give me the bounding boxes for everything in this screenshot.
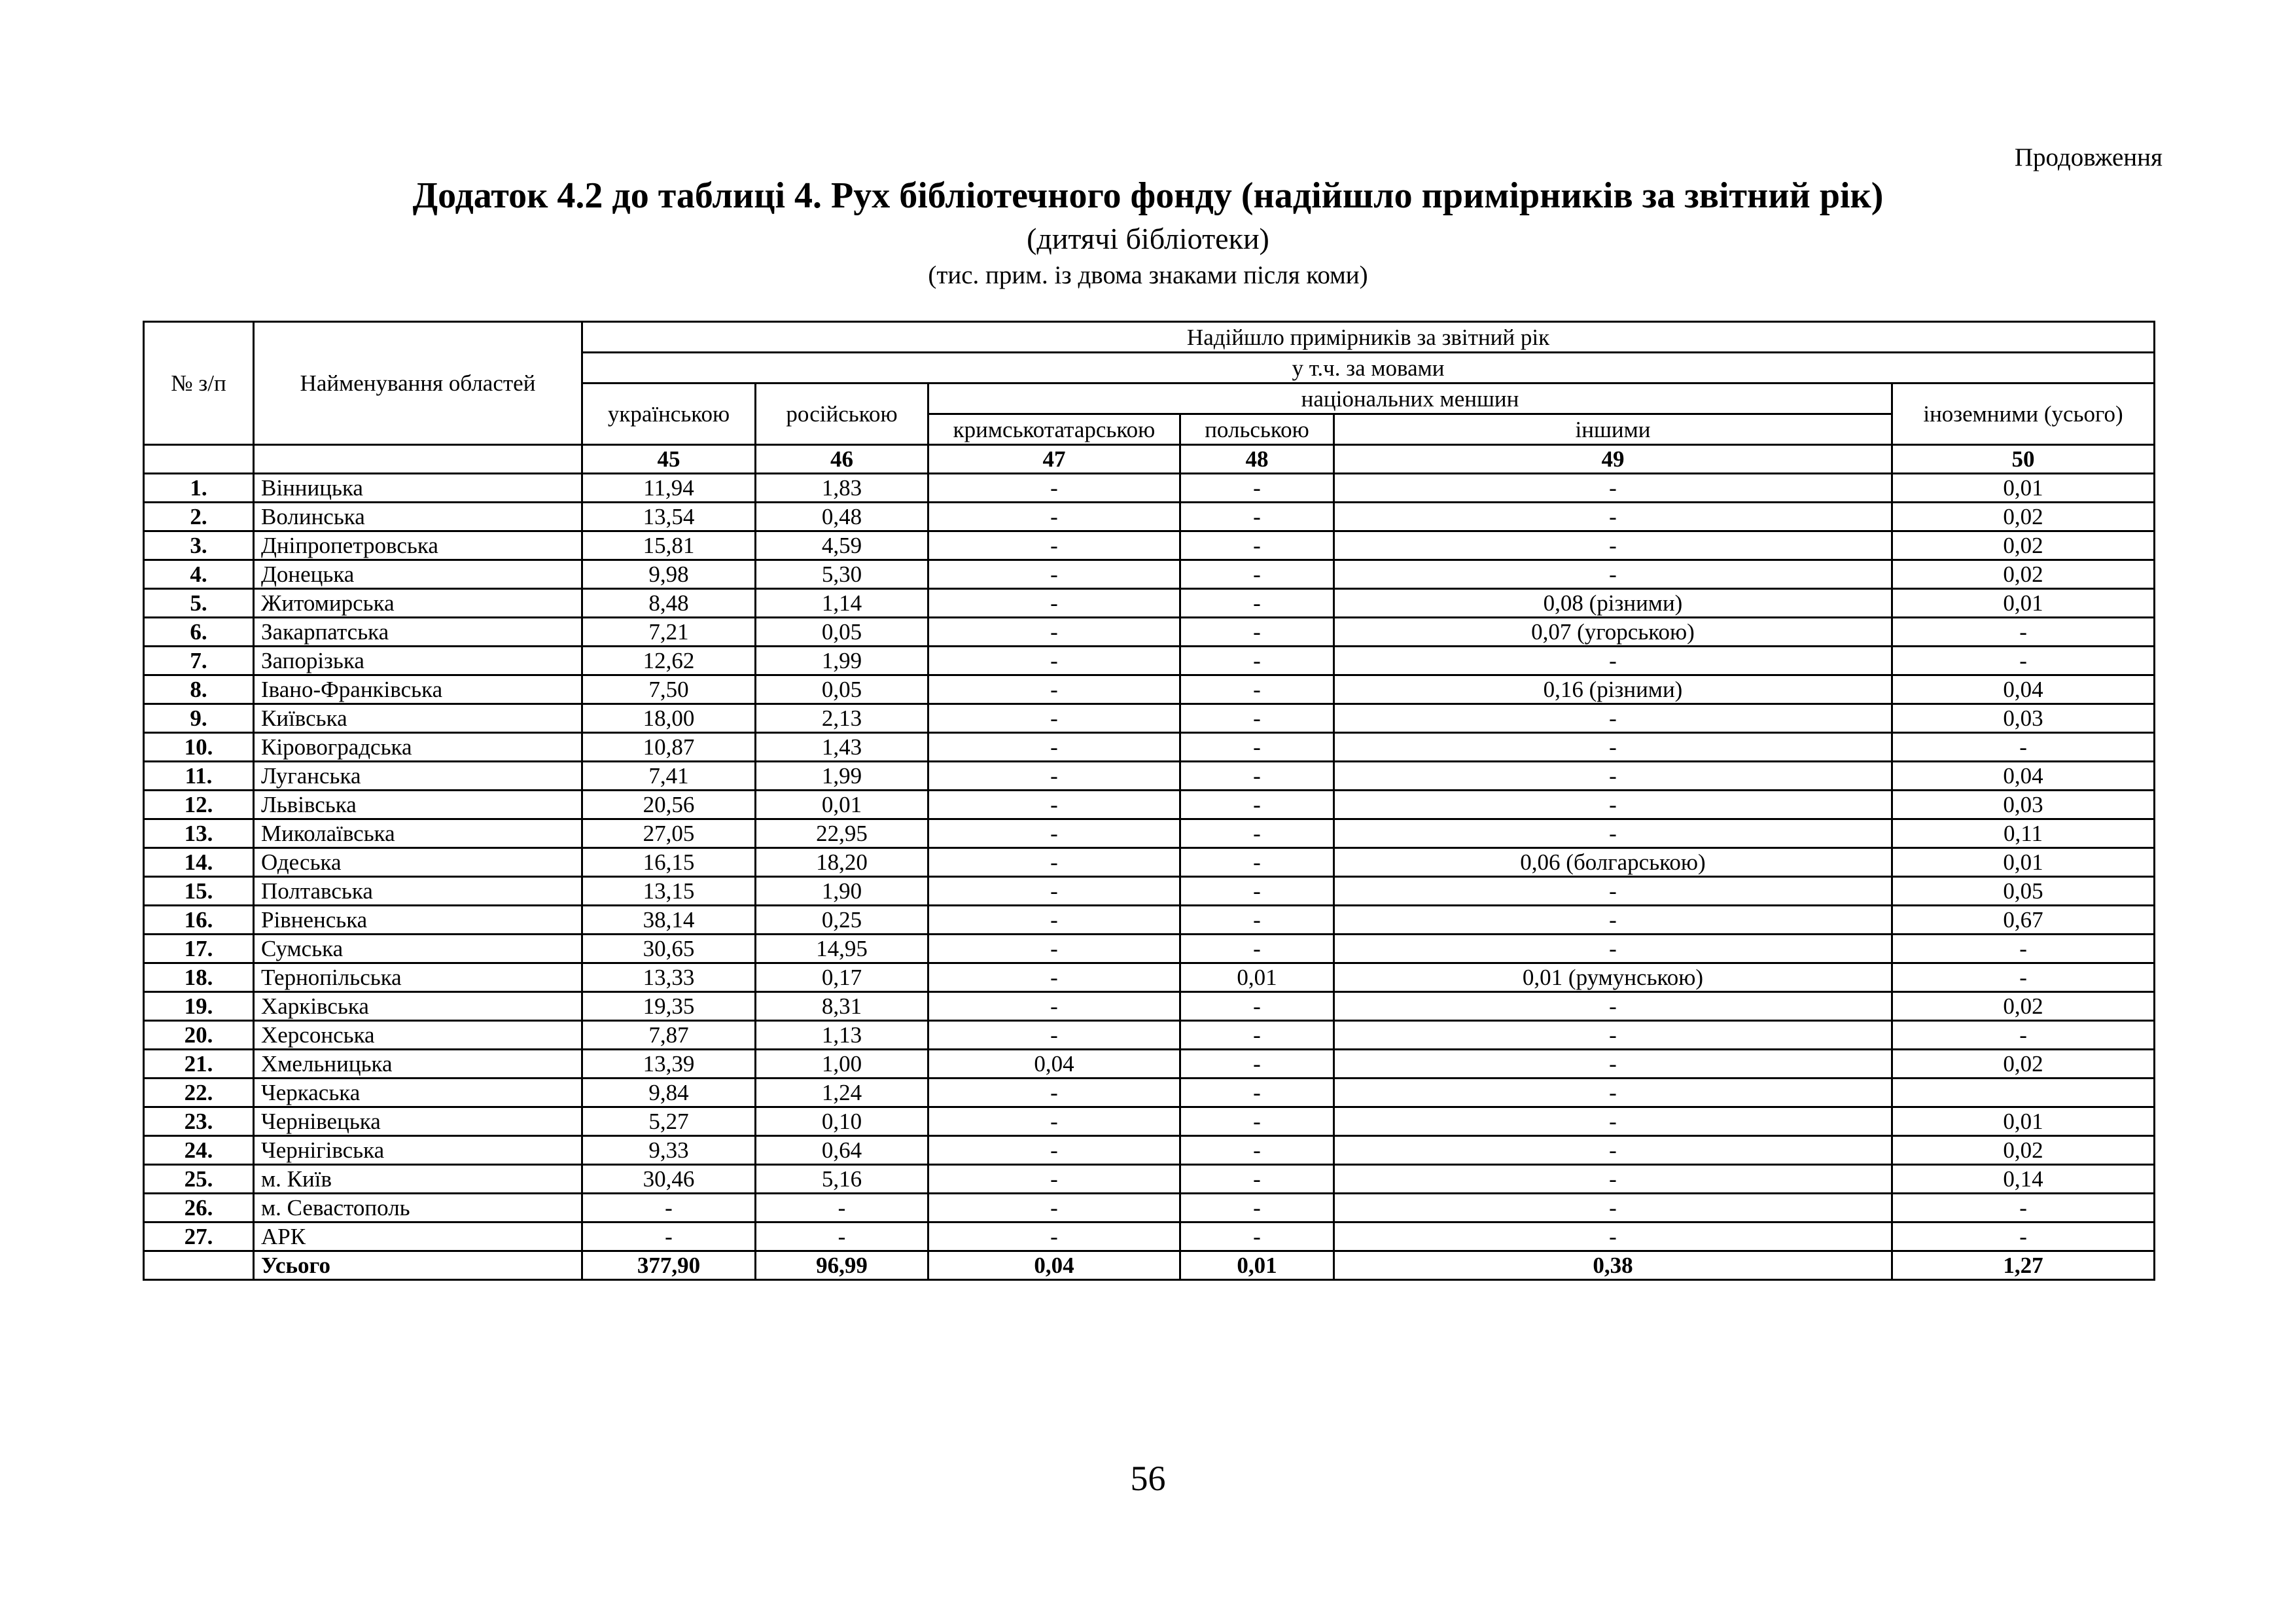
- foreign-value: 0,67: [1892, 906, 2155, 935]
- crimean-tatar-value: -: [928, 906, 1180, 935]
- russian-value: 8,31: [756, 992, 928, 1021]
- polish-value: -: [1180, 935, 1334, 963]
- region-name: Донецька: [254, 560, 582, 589]
- russian-value: 1,43: [756, 733, 928, 762]
- russian-value: -: [756, 1222, 928, 1251]
- units-note: (тис. прим. із двома знаками після коми): [928, 261, 1368, 289]
- polish-value: -: [1180, 474, 1334, 503]
- crimean-tatar-value: -: [928, 791, 1180, 819]
- others-value: 0,06 (болгарською): [1334, 848, 1892, 877]
- table-row: [144, 791, 2155, 819]
- table-row: [144, 1050, 2155, 1079]
- others-value: -: [1334, 733, 1892, 762]
- table-body: [144, 474, 2155, 1280]
- header-name: Найменування областей: [254, 322, 582, 445]
- row-number: 11.: [144, 762, 254, 791]
- header-by-language: у т.ч. за мовами: [582, 353, 2155, 383]
- russian-value: 0,05: [756, 618, 928, 647]
- continuation-label: Продовження: [2014, 143, 2163, 171]
- region-name: Чернігівська: [254, 1136, 582, 1165]
- others-value: 0,08 (різними): [1334, 589, 1892, 618]
- row-number: 27.: [144, 1222, 254, 1251]
- russian-value: 2,13: [756, 704, 928, 733]
- foreign-value: -: [1892, 1222, 2155, 1251]
- foreign-value: 0,02: [1892, 1050, 2155, 1079]
- row-number: 7.: [144, 647, 254, 675]
- header-blank-name: [254, 445, 582, 474]
- row-number: 21.: [144, 1050, 254, 1079]
- foreign-value: -: [1892, 647, 2155, 675]
- russian-value: 1,83: [756, 474, 928, 503]
- table-row: [144, 877, 2155, 906]
- polish-value: -: [1180, 589, 1334, 618]
- total-crimean-tatar: 0,04: [928, 1251, 1180, 1280]
- region-name: Сумська: [254, 935, 582, 963]
- ukrainian-value: 38,14: [582, 906, 756, 935]
- ukrainian-value: 8,48: [582, 589, 756, 618]
- region-name: Черкаська: [254, 1079, 582, 1107]
- polish-value: -: [1180, 1222, 1334, 1251]
- russian-value: -: [756, 1194, 928, 1222]
- crimean-tatar-value: 0,04: [928, 1050, 1180, 1079]
- header-polish: польською: [1180, 414, 1334, 445]
- others-value: -: [1334, 531, 1892, 560]
- polish-value: -: [1180, 906, 1334, 935]
- polish-value: -: [1180, 1079, 1334, 1107]
- column-number: 47: [928, 445, 1180, 474]
- region-name: Херсонська: [254, 1021, 582, 1050]
- crimean-tatar-value: -: [928, 935, 1180, 963]
- others-value: -: [1334, 877, 1892, 906]
- ukrainian-value: 19,35: [582, 992, 756, 1021]
- russian-value: 22,95: [756, 819, 928, 848]
- foreign-value: 0,02: [1892, 560, 2155, 589]
- ukrainian-value: 13,39: [582, 1050, 756, 1079]
- foreign-value: 0,05: [1892, 877, 2155, 906]
- crimean-tatar-value: -: [928, 503, 1180, 531]
- foreign-value: -: [1892, 1194, 2155, 1222]
- foreign-value: 0,01: [1892, 589, 2155, 618]
- crimean-tatar-value: -: [928, 819, 1180, 848]
- ukrainian-value: 13,33: [582, 963, 756, 992]
- region-name: Одеська: [254, 848, 582, 877]
- ukrainian-value: 5,27: [582, 1107, 756, 1136]
- row-number: 8.: [144, 675, 254, 704]
- polish-value: -: [1180, 647, 1334, 675]
- russian-value: 0,01: [756, 791, 928, 819]
- russian-value: 1,13: [756, 1021, 928, 1050]
- russian-value: 1,24: [756, 1079, 928, 1107]
- header-no: № з/п: [144, 322, 254, 445]
- ukrainian-value: 7,41: [582, 762, 756, 791]
- others-value: -: [1334, 935, 1892, 963]
- library-fund-table: [143, 321, 2155, 1281]
- row-number: 6.: [144, 618, 254, 647]
- header-blank-no: [144, 445, 254, 474]
- russian-value: 4,59: [756, 531, 928, 560]
- row-number: 1.: [144, 474, 254, 503]
- region-name: Тернопільська: [254, 963, 582, 992]
- others-value: -: [1334, 560, 1892, 589]
- russian-value: 1,00: [756, 1050, 928, 1079]
- ukrainian-value: 30,46: [582, 1165, 756, 1194]
- header-russian: російською: [756, 383, 928, 445]
- russian-value: 0,05: [756, 675, 928, 704]
- region-name: Чернівецька: [254, 1107, 582, 1136]
- region-name: АРК: [254, 1222, 582, 1251]
- row-number: 4.: [144, 560, 254, 589]
- table-row: [144, 474, 2155, 503]
- ukrainian-value: -: [582, 1194, 756, 1222]
- others-value: -: [1334, 906, 1892, 935]
- foreign-value: 0,04: [1892, 675, 2155, 704]
- total-others: 0,38: [1334, 1251, 1892, 1280]
- russian-value: 1,99: [756, 762, 928, 791]
- polish-value: -: [1180, 1050, 1334, 1079]
- polish-value: -: [1180, 733, 1334, 762]
- crimean-tatar-value: -: [928, 560, 1180, 589]
- table-row: [144, 819, 2155, 848]
- russian-value: 0,10: [756, 1107, 928, 1136]
- russian-value: 0,17: [756, 963, 928, 992]
- region-name: Запорізька: [254, 647, 582, 675]
- polish-value: -: [1180, 503, 1334, 531]
- region-name: Полтавська: [254, 877, 582, 906]
- ukrainian-value: 9,84: [582, 1079, 756, 1107]
- crimean-tatar-value: -: [928, 704, 1180, 733]
- russian-value: 1,90: [756, 877, 928, 906]
- polish-value: -: [1180, 531, 1334, 560]
- polish-value: -: [1180, 1165, 1334, 1194]
- others-value: -: [1334, 1021, 1892, 1050]
- foreign-value: 0,11: [1892, 819, 2155, 848]
- foreign-value: -: [1892, 935, 2155, 963]
- region-name: Миколаївська: [254, 819, 582, 848]
- russian-value: 0,25: [756, 906, 928, 935]
- region-name: Київська: [254, 704, 582, 733]
- polish-value: -: [1180, 1136, 1334, 1165]
- table-row: [144, 1107, 2155, 1136]
- others-value: -: [1334, 647, 1892, 675]
- row-number: 22.: [144, 1079, 254, 1107]
- table-row: [144, 647, 2155, 675]
- polish-value: -: [1180, 560, 1334, 589]
- polish-value: -: [1180, 992, 1334, 1021]
- foreign-value: 0,14: [1892, 1165, 2155, 1194]
- region-name: Харківська: [254, 992, 582, 1021]
- polish-value: -: [1180, 848, 1334, 877]
- foreign-value: 0,02: [1892, 1136, 2155, 1165]
- crimean-tatar-value: -: [928, 848, 1180, 877]
- others-value: 0,07 (угорською): [1334, 618, 1892, 647]
- ukrainian-value: 9,33: [582, 1136, 756, 1165]
- table-row: [144, 618, 2155, 647]
- header-others: іншими: [1334, 414, 1892, 445]
- table-row: [144, 762, 2155, 791]
- region-name: Волинська: [254, 503, 582, 531]
- foreign-value: 0,02: [1892, 992, 2155, 1021]
- row-number: 16.: [144, 906, 254, 935]
- polish-value: -: [1180, 1107, 1334, 1136]
- column-number: 46: [756, 445, 928, 474]
- russian-value: 5,16: [756, 1165, 928, 1194]
- region-name: Івано-Франківська: [254, 675, 582, 704]
- foreign-value: 0,01: [1892, 848, 2155, 877]
- others-value: -: [1334, 1107, 1892, 1136]
- others-value: 0,01 (румунською): [1334, 963, 1892, 992]
- others-value: 0,16 (різними): [1334, 675, 1892, 704]
- polish-value: -: [1180, 762, 1334, 791]
- ukrainian-value: 27,05: [582, 819, 756, 848]
- row-number: 20.: [144, 1021, 254, 1050]
- table-row: [144, 704, 2155, 733]
- ukrainian-value: 30,65: [582, 935, 756, 963]
- header-crimean-tatar: кримськотатарською: [928, 414, 1180, 445]
- ukrainian-value: 10,87: [582, 733, 756, 762]
- total-row: [144, 1251, 2155, 1280]
- column-number: 45: [582, 445, 756, 474]
- header-ukrainian: українською: [582, 383, 756, 445]
- russian-value: 1,14: [756, 589, 928, 618]
- others-value: -: [1334, 1136, 1892, 1165]
- row-number: 19.: [144, 992, 254, 1021]
- ukrainian-value: 18,00: [582, 704, 756, 733]
- crimean-tatar-value: -: [928, 877, 1180, 906]
- ukrainian-value: 15,81: [582, 531, 756, 560]
- table-row: [144, 1165, 2155, 1194]
- total-foreign: 1,27: [1892, 1251, 2155, 1280]
- polish-value: -: [1180, 1021, 1334, 1050]
- region-name: Луганська: [254, 762, 582, 791]
- total-russian: 96,99: [756, 1251, 928, 1280]
- region-name: Кіровоградська: [254, 733, 582, 762]
- total-label: Усього: [254, 1251, 582, 1280]
- russian-value: 0,64: [756, 1136, 928, 1165]
- table-row: [144, 935, 2155, 963]
- crimean-tatar-value: -: [928, 1165, 1180, 1194]
- page-subtitle: (дитячі бібліотеки): [1027, 222, 1269, 255]
- ukrainian-value: 13,54: [582, 503, 756, 531]
- table-row: [144, 906, 2155, 935]
- polish-value: -: [1180, 791, 1334, 819]
- table-row: [144, 1079, 2155, 1107]
- foreign-value: -: [1892, 963, 2155, 992]
- total-blank: [144, 1251, 254, 1280]
- row-number: 17.: [144, 935, 254, 963]
- foreign-value: -: [1892, 618, 2155, 647]
- table-row: [144, 1021, 2155, 1050]
- polish-value: 0,01: [1180, 963, 1334, 992]
- polish-value: -: [1180, 819, 1334, 848]
- row-number: 14.: [144, 848, 254, 877]
- crimean-tatar-value: -: [928, 589, 1180, 618]
- table-row: [144, 560, 2155, 589]
- row-number: 3.: [144, 531, 254, 560]
- ukrainian-value: 20,56: [582, 791, 756, 819]
- ukrainian-value: 16,15: [582, 848, 756, 877]
- crimean-tatar-value: -: [928, 474, 1180, 503]
- others-value: -: [1334, 704, 1892, 733]
- foreign-value: 0,01: [1892, 474, 2155, 503]
- others-value: -: [1334, 1079, 1892, 1107]
- table-row: [144, 992, 2155, 1021]
- crimean-tatar-value: -: [928, 733, 1180, 762]
- crimean-tatar-value: -: [928, 1222, 1180, 1251]
- others-value: -: [1334, 791, 1892, 819]
- row-number: 12.: [144, 791, 254, 819]
- row-number: 23.: [144, 1107, 254, 1136]
- crimean-tatar-value: -: [928, 675, 1180, 704]
- crimean-tatar-value: -: [928, 963, 1180, 992]
- foreign-value: 0,03: [1892, 704, 2155, 733]
- table-row: [144, 1194, 2155, 1222]
- ukrainian-value: 12,62: [582, 647, 756, 675]
- foreign-value: -: [1892, 733, 2155, 762]
- crimean-tatar-value: -: [928, 1021, 1180, 1050]
- row-number: 5.: [144, 589, 254, 618]
- total-polish: 0,01: [1180, 1251, 1334, 1280]
- row-number: 9.: [144, 704, 254, 733]
- russian-value: 14,95: [756, 935, 928, 963]
- region-name: Рівненська: [254, 906, 582, 935]
- ukrainian-value: -: [582, 1222, 756, 1251]
- crimean-tatar-value: -: [928, 992, 1180, 1021]
- foreign-value: 0,02: [1892, 531, 2155, 560]
- row-number: 18.: [144, 963, 254, 992]
- crimean-tatar-value: -: [928, 531, 1180, 560]
- page-number: 56: [1130, 1459, 1166, 1498]
- others-value: -: [1334, 474, 1892, 503]
- table-row: [144, 963, 2155, 992]
- region-name: м. Севастополь: [254, 1194, 582, 1222]
- crimean-tatar-value: -: [928, 1107, 1180, 1136]
- region-name: Житомирська: [254, 589, 582, 618]
- russian-value: 18,20: [756, 848, 928, 877]
- others-value: -: [1334, 1222, 1892, 1251]
- region-name: Львівська: [254, 791, 582, 819]
- others-value: -: [1334, 762, 1892, 791]
- region-name: Закарпатська: [254, 618, 582, 647]
- region-name: Хмельницька: [254, 1050, 582, 1079]
- row-number: 24.: [144, 1136, 254, 1165]
- others-value: -: [1334, 1165, 1892, 1194]
- crimean-tatar-value: -: [928, 1194, 1180, 1222]
- polish-value: -: [1180, 618, 1334, 647]
- polish-value: -: [1180, 877, 1334, 906]
- region-name: Вінницька: [254, 474, 582, 503]
- others-value: -: [1334, 819, 1892, 848]
- polish-value: -: [1180, 1194, 1334, 1222]
- total-ukrainian: 377,90: [582, 1251, 756, 1280]
- crimean-tatar-value: -: [928, 647, 1180, 675]
- table-row: [144, 733, 2155, 762]
- row-number: 2.: [144, 503, 254, 531]
- ukrainian-value: 13,15: [582, 877, 756, 906]
- crimean-tatar-value: -: [928, 1136, 1180, 1165]
- crimean-tatar-value: -: [928, 1079, 1180, 1107]
- header-foreign: іноземними (усього): [1892, 383, 2155, 445]
- others-value: -: [1334, 503, 1892, 531]
- row-number: 10.: [144, 733, 254, 762]
- foreign-value: -: [1892, 1021, 2155, 1050]
- table-row: [144, 848, 2155, 877]
- table-row: [144, 503, 2155, 531]
- crimean-tatar-value: -: [928, 762, 1180, 791]
- row-number: 25.: [144, 1165, 254, 1194]
- column-number: 48: [1180, 445, 1334, 474]
- table-row: [144, 589, 2155, 618]
- foreign-value: 0,01: [1892, 1107, 2155, 1136]
- page-title: Додаток 4.2 до таблиці 4. Рух бібліотечного фонду (надійшло примірників за звітний рік): [412, 175, 1884, 216]
- row-number: 26.: [144, 1194, 254, 1222]
- ukrainian-value: 7,50: [582, 675, 756, 704]
- table-row: [144, 531, 2155, 560]
- others-value: -: [1334, 992, 1892, 1021]
- foreign-value: 0,04: [1892, 762, 2155, 791]
- table-row: [144, 1222, 2155, 1251]
- russian-value: 0,48: [756, 503, 928, 531]
- column-number: 50: [1892, 445, 2155, 474]
- region-name: Дніпропетровська: [254, 531, 582, 560]
- table-row: [144, 675, 2155, 704]
- polish-value: -: [1180, 675, 1334, 704]
- table-row: [144, 1136, 2155, 1165]
- header-minorities: національних меншин: [928, 383, 1892, 414]
- ukrainian-value: 11,94: [582, 474, 756, 503]
- crimean-tatar-value: -: [928, 618, 1180, 647]
- others-value: -: [1334, 1050, 1892, 1079]
- russian-value: 5,30: [756, 560, 928, 589]
- foreign-value: [1892, 1079, 2155, 1107]
- header-received: Надійшло примірників за звітний рік: [582, 322, 2155, 353]
- row-number: 13.: [144, 819, 254, 848]
- region-name: м. Київ: [254, 1165, 582, 1194]
- foreign-value: 0,02: [1892, 503, 2155, 531]
- russian-value: 1,99: [756, 647, 928, 675]
- ukrainian-value: 7,21: [582, 618, 756, 647]
- others-value: -: [1334, 1194, 1892, 1222]
- polish-value: -: [1180, 704, 1334, 733]
- ukrainian-value: 9,98: [582, 560, 756, 589]
- row-number: 15.: [144, 877, 254, 906]
- ukrainian-value: 7,87: [582, 1021, 756, 1050]
- column-number: 49: [1334, 445, 1892, 474]
- foreign-value: 0,03: [1892, 791, 2155, 819]
